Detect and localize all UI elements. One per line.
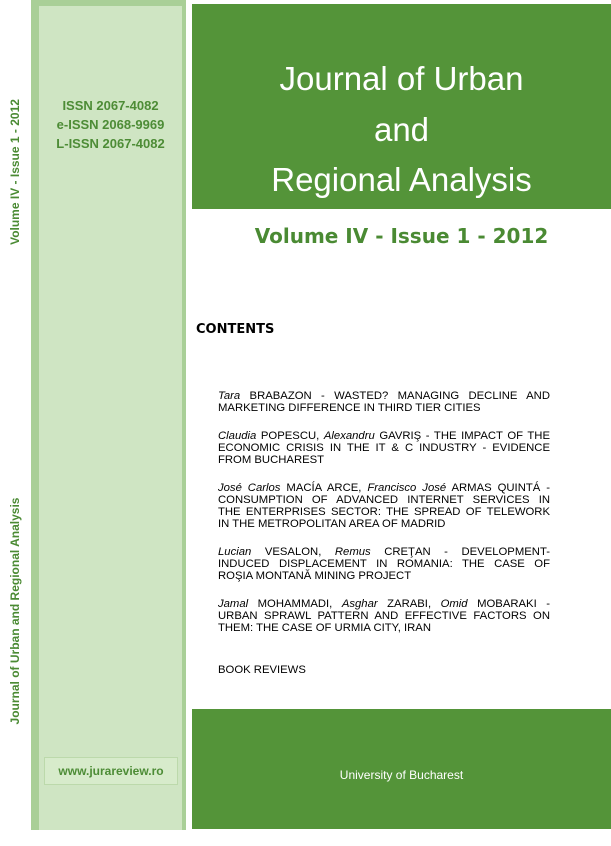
contents-heading: CONTENTS xyxy=(196,322,275,337)
article-entry[interactable] xyxy=(218,482,550,530)
article-text: POPESCU, xyxy=(256,430,324,442)
footer-banner xyxy=(192,709,611,829)
article-line xyxy=(218,402,550,414)
article-text: IN THE METROPOLITAN AREA OF MADRID xyxy=(218,518,446,530)
article-line xyxy=(218,482,550,494)
article-text: MOBARAKI - xyxy=(467,598,550,610)
journal-title-line-3: Regional Analysis xyxy=(271,161,532,198)
issn-block xyxy=(39,96,182,153)
article-text: MOHAMMADI, xyxy=(248,598,342,610)
article-text: CONSUMPTION OF ADVANCED INTERNET SERVICES IN xyxy=(218,494,550,506)
journal-title-line-1: Journal of Urban xyxy=(279,60,524,97)
article-entry[interactable] xyxy=(218,390,550,414)
article-line xyxy=(218,506,550,518)
author-first-name: Tara xyxy=(218,390,241,402)
spine-volume-text: Volume IV - Issue 1 - 2012 xyxy=(8,99,22,245)
article-text: BRABAZON - WASTED? MANAGING DECLINE AND xyxy=(240,390,550,402)
volume-issue-heading: Volume IV - Issue 1 - 2012 xyxy=(254,224,549,248)
author-first-name: Omid xyxy=(440,598,468,610)
article-line xyxy=(218,570,550,582)
article-text: ROŞIA MONTANĂ MINING PROJECT xyxy=(218,570,412,582)
article-line xyxy=(218,610,550,622)
article-line xyxy=(218,430,550,442)
eissn-label: e-ISSN 2068-9969 xyxy=(56,117,165,132)
website-link[interactable]: www.jurareview.ro xyxy=(44,757,178,785)
article-line xyxy=(218,442,550,454)
article-text: URBAN SPRAWL PATTERN AND EFFECTIVE FACTORS ON xyxy=(218,610,550,622)
lissn-label: L-ISSN 2067-4082 xyxy=(56,136,165,151)
author-first-name: Francisco José xyxy=(367,482,447,494)
author-first-name: Lucian xyxy=(218,546,252,558)
author-first-name: Remus xyxy=(334,546,371,558)
article-line xyxy=(218,558,550,570)
article-line xyxy=(218,546,550,558)
article-text: CREŢAN - DEVELOPMENT- xyxy=(370,546,550,558)
article-line xyxy=(218,518,550,530)
article-text: MACÍA ARCE, xyxy=(280,482,368,494)
author-first-name: Alexandru xyxy=(323,430,375,442)
article-entry[interactable] xyxy=(218,430,550,466)
article-text: MARKETING DIFFERENCE IN THIRD TIER CITIES xyxy=(218,402,481,414)
article-text: GAVRIŞ - THE IMPACT OF THE xyxy=(374,430,550,442)
article-text: ECONOMIC CRISIS IN THE IT & C INDUSTRY - EVIDENCE xyxy=(218,442,550,454)
article-line xyxy=(218,454,550,466)
article-text: VESALON, xyxy=(251,546,335,558)
publisher-name: University of Bucharest xyxy=(339,768,464,782)
article-line xyxy=(218,622,550,634)
article-text: INDUCED DISPLACEMENT IN ROMANIA: THE CASE OF xyxy=(218,558,550,570)
author-first-name: Jamal xyxy=(218,598,249,610)
article-text: THEM: THE CASE OF URMIA CITY, IRAN xyxy=(218,622,431,634)
author-first-name: Claudia xyxy=(218,430,257,442)
article-line xyxy=(218,390,550,402)
title-banner xyxy=(192,4,611,209)
author-first-name: José Carlos xyxy=(218,482,281,494)
article-text: THE ENTERPRISES SECTOR: THE SPREAD OF TELEWORK xyxy=(218,506,550,518)
article-line xyxy=(218,494,550,506)
cover-spine xyxy=(0,0,31,846)
article-line xyxy=(218,598,550,610)
article-entry[interactable] xyxy=(218,546,550,582)
journal-title-line-2: and xyxy=(373,111,430,148)
article-text: FROM BUCHAREST xyxy=(218,454,325,466)
author-first-name: Asghar xyxy=(341,598,378,610)
article-entry[interactable] xyxy=(218,598,550,634)
book-reviews-entry[interactable]: BOOK REVIEWS xyxy=(218,664,306,676)
article-text: ZARABI, xyxy=(377,598,441,610)
spine-journal-title: Journal of Urban and Regional Analysis xyxy=(8,497,22,725)
article-text: ARMAS QUINTÁ - xyxy=(446,482,550,494)
issn-label: ISSN 2067-4082 xyxy=(62,98,159,113)
